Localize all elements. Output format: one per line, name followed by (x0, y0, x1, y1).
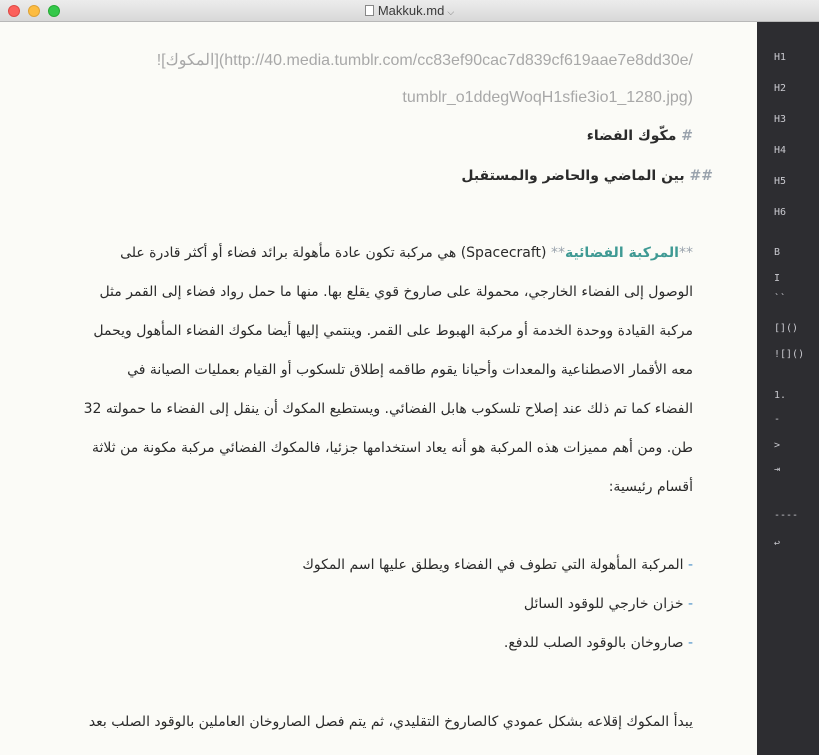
image-button[interactable]: ![]() (774, 349, 805, 360)
list-item-text: المركبة المأهولة التي تطوف في الفضاء ويطلق عليها اسم المكوك (302, 557, 684, 573)
list-item-text: صاروخان بالوقود الصلب للدفع. (503, 635, 684, 651)
list-item (524, 596, 693, 612)
list-marker: - (687, 635, 693, 651)
list-marker: - (687, 596, 693, 612)
heading-2 (461, 168, 713, 184)
indent-button[interactable]: ⇥ (774, 464, 781, 475)
paragraph-1-line: معه الأقمار الاصطناعية والمعدات وأحيانا يقوم طاقمه إطلاق تلسكوب أو القيام بعمليات الصيانة في (127, 362, 693, 378)
heading-1 (587, 128, 693, 144)
bold-open-marker: ** (679, 245, 693, 261)
horizontal-rule-button[interactable]: ---- (774, 510, 799, 521)
paragraph-2-line-1: يبدأ المكوك إقلاعه بشكل عمودي كالصاروخ التقليدي، ثم يتم فصل الصاروخان العاملين بالوقود الصلب بعد (88, 714, 693, 730)
heading-3-button[interactable]: H3 (774, 114, 787, 125)
heading-1-button[interactable]: H1 (774, 52, 787, 63)
h1-text: مكّوك الفضاء (586, 128, 677, 144)
chevron-down-icon[interactable]: ⌵ (447, 7, 455, 17)
paragraph-1-line-1-rest: (Spacecraft) هي مركبة تكون عادة مأهولة برائد فضاء أو أكثر قادرة على (120, 245, 547, 261)
heading-6-button[interactable]: H6 (774, 207, 787, 218)
unordered-list-button[interactable]: - (774, 414, 781, 425)
heading-2-button[interactable]: H2 (774, 83, 787, 94)
italic-button[interactable]: I (774, 273, 781, 284)
image-markdown-line-2: tumblr_o1ddegWoqH1sfie3io1_1280.jpg) (402, 89, 693, 106)
ordered-list-button[interactable]: 1. (774, 390, 787, 401)
markdown-toolbar (757, 22, 819, 755)
h2-marker: ## (689, 168, 713, 184)
window-title[interactable] (0, 3, 819, 18)
bold-button[interactable]: B (774, 247, 781, 258)
paragraph-1-line: الوصول إلى الفضاء الخارجي، محمولة على صاروخ قوي يقلع بها. منها ما حمل رواد فضاء إلى القمر مثل (99, 284, 693, 300)
list-marker: - (687, 557, 693, 573)
paragraph-1-line: مركبة القيادة ووحدة الخدمة أو مركبة الهبوط على القمر. وينتمي إليها أيضا مكوك الفضاء المأهول ويحمل (93, 323, 693, 339)
paragraph-1-line-1 (120, 245, 693, 261)
list-item (504, 635, 693, 651)
list-item-text: خزان خارجي للوقود السائل (523, 596, 684, 612)
h1-marker: # (681, 128, 693, 144)
paragraph-1-line: الفضاء كما تم ذلك عند إصلاح تلسكوب هابل الفضائي. ويستطيع المكوك أن ينقل إلى الفضاء ما حمولته 32 (83, 401, 693, 417)
inline-code-button[interactable]: `` (774, 293, 787, 304)
bold-close-marker: ** (550, 245, 565, 261)
link-button[interactable]: []() (774, 323, 799, 334)
window-title-text: Makkuk.md (377, 3, 445, 18)
heading-5-button[interactable]: H5 (774, 176, 787, 187)
image-markdown-line-1: ![المكوك](http://40.media.tumblr.com/cc83ef90cac7d839cf619aae7e8dd30e/ (156, 52, 693, 69)
paragraph-1-line: أقسام رئيسية: (608, 479, 693, 495)
document-icon (365, 5, 374, 16)
heading-4-button[interactable]: H4 (774, 145, 787, 156)
list-item (302, 557, 693, 573)
blockquote-button[interactable]: > (774, 440, 781, 451)
paragraph-1-line: طن. ومن أهم مميزات هذه المركبة هو أنه يعاد استخدامها جزئيا، فالمكوك الفضائي مركبة مكونة من ثلاثة (91, 440, 693, 456)
title-bar (0, 0, 819, 22)
bold-term: المركبة الفضائية (564, 245, 679, 261)
line-break-button[interactable]: ↩ (774, 538, 781, 549)
markdown-editor[interactable] (0, 22, 757, 755)
h2-text: بين الماضي والحاضر والمستقبل (461, 168, 685, 184)
